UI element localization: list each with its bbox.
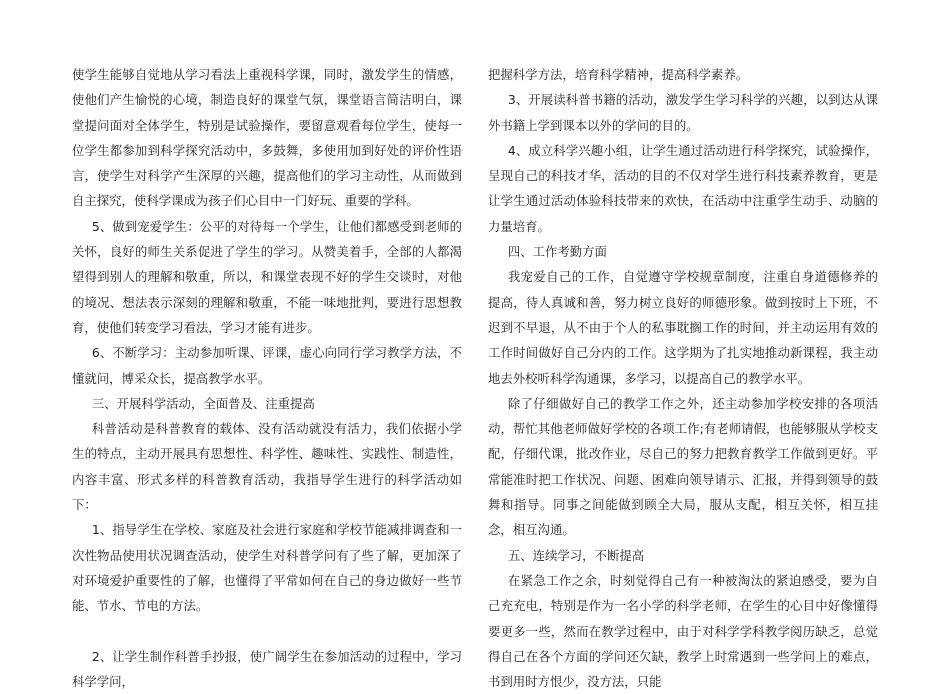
paragraph: 使学生能够自觉地从学习看法上重视科学课，同时，激发学生的情感，使他们产生愉悦的心境，制造良好的课堂气氛，课堂语言简洁明白，课堂提问面对全体学生，特别是试验操作，要留意观看每位学生，使每一位学生都参加到科学探究活动中，多鼓舞，多使用加到好处的评价性语言，使学生对科学产生深厚的兴趣，提高他们的学习主动性，从而做到自主探究，使科学课成为孩子们心目中一门好玩、重要的学科。 (72, 67, 462, 209)
paragraph: 6、不断学习：主动参加听课、评课，虚心向同行学习教学方法，不懂就问，博采众长，提高教学水平。 (72, 345, 462, 386)
paragraph: 四、工作考勤方面 (507, 244, 607, 260)
left-column (72, 62, 462, 694)
paragraph: 除了仔细做好自己的教学工作之外，还主动参加学校安排的各项活动，帮忙其他老师做好学校的各项工作;有老师请假，也能够服从学校支配，仔细代课，批改作业，尽自己的努力把教育教学工作做到更好。平常能准时把工作状况、问题、困难向领导请示、汇报，并得到领导的鼓舞和指导。同事之间能做到顾全大局，服从支配，相互关怀，相互挂念，相互沟通。 (488, 395, 878, 538)
paragraph: 1、指导学生在学校、家庭及社会进行家庭和学校节能减排调查和一次性物品使用状况调查活动，使学生对科普学问有了些了解，更加深了对环境爱护重要性的了解，也懂得了平常如何在自己的身边做好一些节能、节水、节电的方法。 (72, 522, 462, 614)
paragraph: 2、让学生制作科普手抄报，使广阔学生在参加活动的过程中，学习科学学问， (72, 648, 462, 689)
paragraph: 4、成立科学兴趣小组，让学生通过活动进行科学探究，试验操作，呈现自己的科技才华，活动的目的不仅对学生进行科技素养教育，更是让学生通过活动体验科技带来的欢快，在活动中注重学生动手、动脑的力量培育。 (488, 142, 878, 234)
right-column (488, 62, 878, 694)
paragraph: 我宠爱自己的工作，自觉遵守学校规章制度，注重自身道德修养的提高，待人真诚和善，努力树立良好的师德形象。做到按时上下班，不迟到不早退，从不由于个人的私事耽搁工作的时间，并主动运用有效的工作时间做好自己分内的工作。这学期为了扎实地推动新课程，我主动地去外校听科学沟通课，多学习，以提高自己的教学水平。 (488, 269, 878, 386)
paragraph: 在紧急工作之余，时刻觉得自己有一种被淘汰的紧迫感受，要为自己充充电，特别是作为一名小学的科学老师，在学生的心目中好像懂得要更多一些，然而在教学过程中，由于对科学学科教学阅历缺乏，总觉得自己在各个方面的学问还欠缺，教学上时常遇到一些学问上的难点，书到用时方恨少，没方法，只能 (488, 572, 878, 690)
paragraph: 5、做到宠爱学生：公平的对待每一个学生，让他们都感受到老师的关怀，良好的师生关系促进了学生的学习。从赞美着手，全部的人都渴望得到别人的理解和敬重，所以，和课堂表现不好的学生交谈时，对他的境况、想法表示深刻的理解和敬重，不能一味地批判，要进行思想教育，使他们转变学习看法，学习才能有进步。 (72, 218, 462, 335)
paragraph: 五、连续学习，不断提高 (507, 547, 645, 563)
paragraph: 3、开展读科普书籍的活动，激发学生学习科学的兴趣，以到达从课外书籍上学到课本以外的学问的目的。 (488, 92, 878, 133)
paragraph: 科普活动是科普教育的载体、没有活动就没有活力，我们依据小学生的特点，主动开展具有思想性、科学性、趣味性、实践性、制造性，内容丰富、形式多样的科普教育活动，我指导学生进行的科学活动如下： (72, 421, 462, 513)
paragraph: 把握科学方法，培育科学精神，提高科学素养。 (488, 67, 749, 82)
paragraph: 三、开展科学活动，全面普及、注重提高 (91, 395, 315, 411)
